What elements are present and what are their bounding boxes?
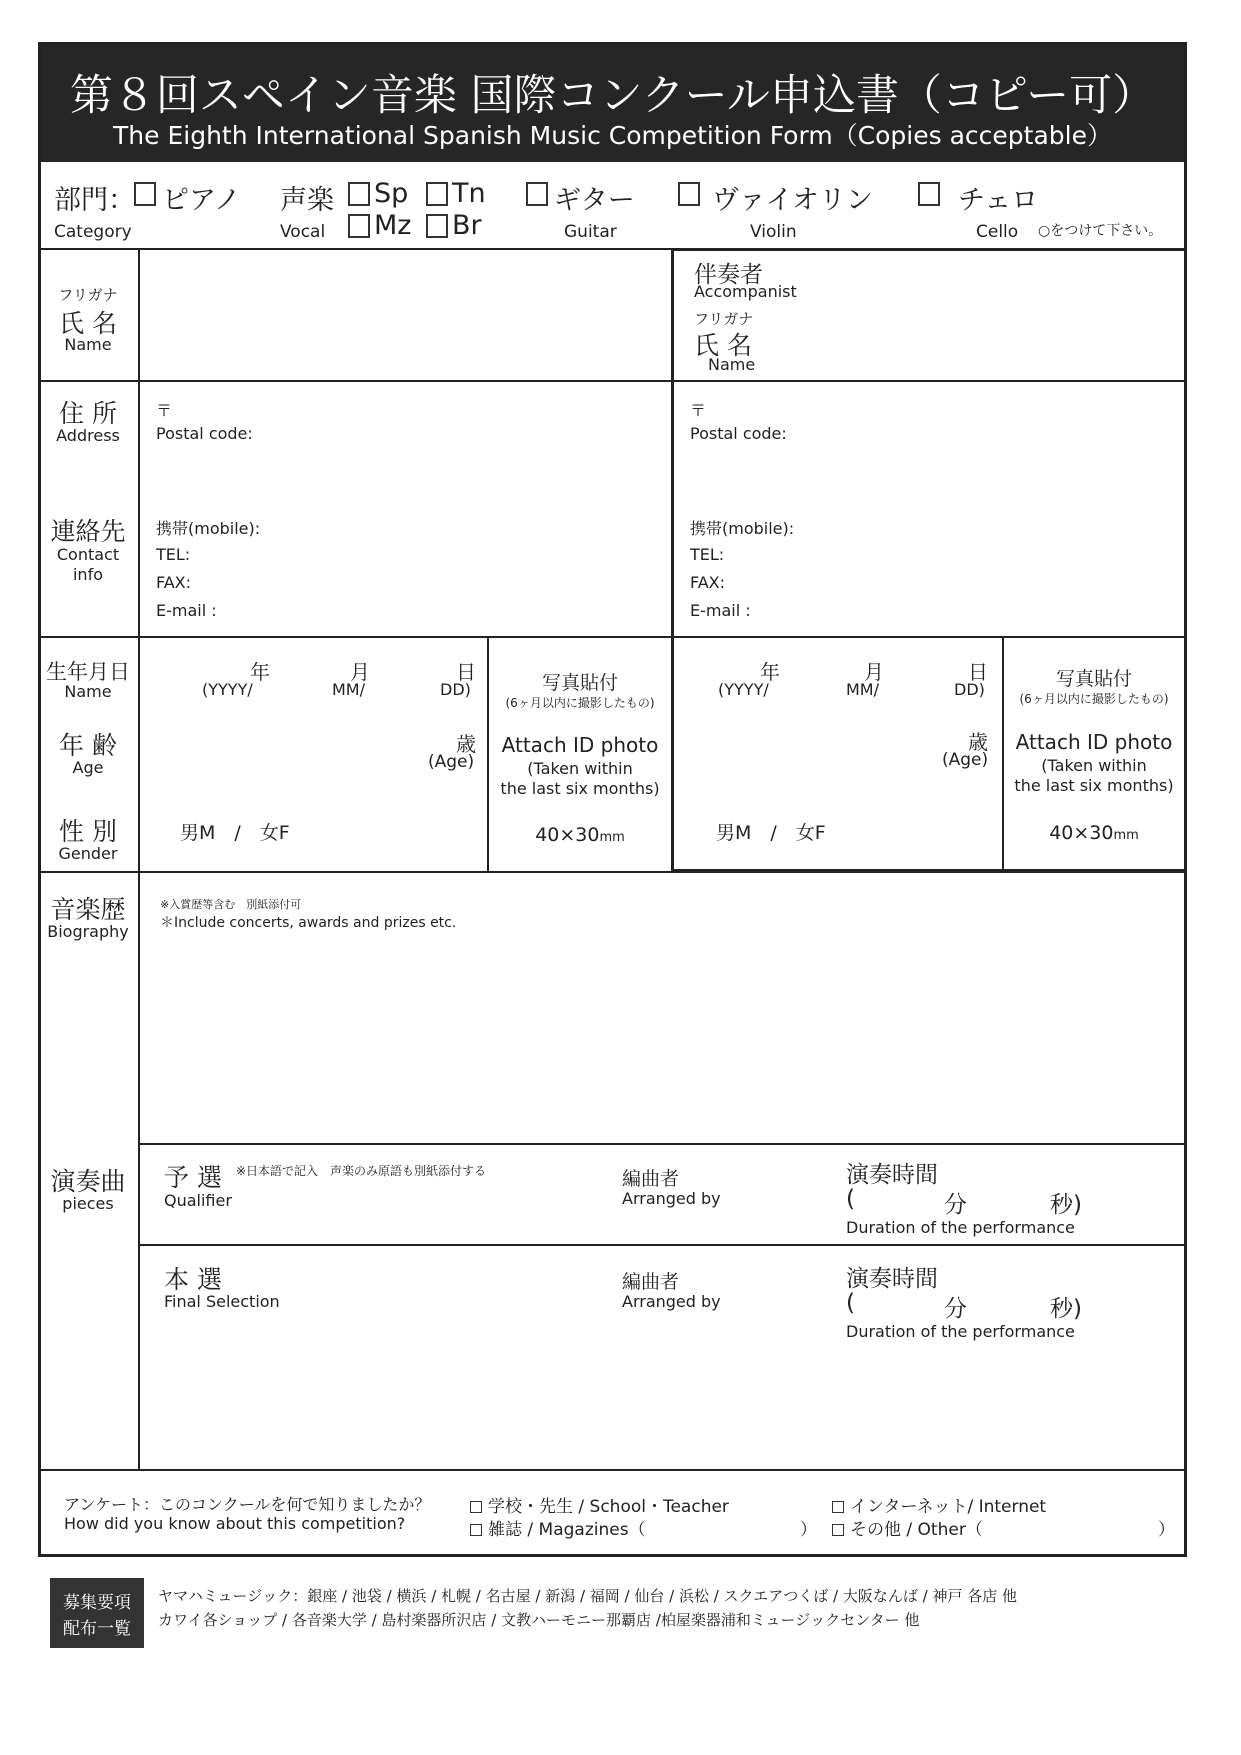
final-label-jp: 本 選 bbox=[164, 1265, 222, 1294]
other-checkbox[interactable] bbox=[832, 1524, 844, 1536]
mm-label[interactable]: MM/ bbox=[332, 680, 365, 699]
tel-label[interactable]: TEL: bbox=[156, 545, 191, 564]
photo-line3: the last six months) bbox=[500, 779, 660, 798]
postal-mark: 〒 bbox=[690, 401, 707, 420]
duration-label-jp: 演奏時間 bbox=[846, 1266, 938, 1292]
divider bbox=[138, 1143, 1187, 1145]
gender-options[interactable]: 男M / 女F bbox=[180, 822, 290, 844]
magazine-close-paren: ） bbox=[800, 1520, 817, 1540]
duration-label-en: Duration of the performance bbox=[846, 1218, 1075, 1237]
duration-minute[interactable]: 分 bbox=[944, 1296, 967, 1322]
age-unit-jp: 歳 bbox=[456, 732, 476, 756]
school-checkbox[interactable] bbox=[470, 1501, 482, 1513]
cello-label-en: Cello bbox=[976, 222, 1019, 242]
tn-label: Tn bbox=[452, 178, 486, 209]
category-note: ○をつけて下さい。 bbox=[1038, 223, 1163, 239]
arranger-label-jp: 編曲者 bbox=[622, 1168, 680, 1190]
distribution-badge bbox=[50, 1578, 144, 1648]
cello-checkbox[interactable] bbox=[918, 182, 940, 206]
mz-checkbox[interactable] bbox=[348, 214, 370, 238]
accompanist-name-jp: 氏 名 bbox=[694, 331, 752, 360]
guitar-checkbox[interactable] bbox=[526, 182, 548, 206]
guitar-label-en: Guitar bbox=[564, 222, 617, 242]
biography-label-jp: 音楽歴 bbox=[50, 895, 126, 924]
vocal-label-jp: 声楽 bbox=[280, 185, 334, 216]
magazine-checkbox[interactable] bbox=[470, 1524, 482, 1536]
fax-label[interactable]: FAX: bbox=[156, 573, 192, 592]
distribution-line2: カワイ各ショップ / 各音楽大学 / 島村楽器所沢店 / 文教ハーモニー那覇店 /柏屋楽器浦和ミュージックセンター 他 bbox=[158, 1611, 920, 1629]
violin-checkbox[interactable] bbox=[678, 182, 700, 206]
duration-label-jp: 演奏時間 bbox=[846, 1162, 938, 1188]
mobile-label[interactable]: 携帯(mobile): bbox=[690, 519, 795, 538]
divider bbox=[138, 1244, 1187, 1246]
arranger-label-jp: 編曲者 bbox=[622, 1271, 680, 1293]
duration-minute[interactable]: 分 bbox=[944, 1192, 967, 1218]
guitar-label-jp: ギター bbox=[554, 185, 635, 216]
age-label-jp: 年 齢 bbox=[59, 731, 117, 760]
accompanist-label-en: Accompanist bbox=[694, 282, 797, 301]
gender-label-en: Gender bbox=[58, 844, 118, 863]
yyyy-label[interactable]: (YYYY/ bbox=[202, 680, 253, 699]
distribution-line1: ヤマハミュージック：銀座 / 池袋 / 横浜 / 札幌 / 名古屋 / 新潟 / 福岡 / 仙台 / 浜松 / スクエアつくば / 大阪なんば / 神戸 各店 他 bbox=[158, 1587, 1017, 1605]
age-unit-en[interactable]: (Age) bbox=[942, 750, 989, 770]
br-label: Br bbox=[452, 210, 482, 241]
piano-label: ピアノ bbox=[162, 185, 241, 216]
final-label-en: Final Selection bbox=[164, 1292, 280, 1311]
survey-option-magazine[interactable]: 雑誌 / Magazines（ bbox=[470, 1515, 646, 1540]
photo-note: (6ヶ月以内に撮影したもの) bbox=[505, 696, 655, 710]
piano-checkbox[interactable] bbox=[134, 182, 156, 206]
photo-note: (6ヶ月以内に撮影したもの) bbox=[1019, 692, 1169, 706]
violin-label-jp: ヴァイオリン bbox=[712, 185, 873, 216]
yyyy-label[interactable]: (YYYY/ bbox=[718, 680, 769, 699]
survey-question-jp: アンケート：このコンクールを何で知りましたか？ bbox=[64, 1495, 431, 1514]
pieces-label-en: pieces bbox=[62, 1194, 114, 1213]
duration-open-paren: ( bbox=[846, 1186, 855, 1212]
duration-second[interactable]: 秒) bbox=[1050, 1296, 1082, 1322]
contact-label-jp: 連絡先 bbox=[50, 517, 126, 546]
divider bbox=[38, 1469, 1187, 1471]
category-label-en: Category bbox=[54, 222, 132, 242]
fax-label[interactable]: FAX: bbox=[690, 573, 726, 592]
address-label-jp: 住 所 bbox=[59, 399, 117, 428]
photo-line3: the last six months) bbox=[1014, 776, 1174, 795]
birth-label-en: Name bbox=[64, 682, 112, 701]
violin-label-en: Violin bbox=[750, 222, 797, 242]
duration-open-paren: ( bbox=[846, 1290, 855, 1316]
vocal-label-en: Vocal bbox=[280, 222, 326, 242]
arranger-label-en: Arranged by bbox=[622, 1189, 721, 1208]
pieces-label-jp: 演奏曲 bbox=[50, 1167, 126, 1196]
biography-field[interactable] bbox=[142, 936, 1182, 1138]
br-checkbox[interactable] bbox=[426, 214, 448, 238]
month-label: 月 bbox=[350, 660, 370, 684]
name-field[interactable] bbox=[142, 252, 668, 376]
postal-mark: 〒 bbox=[156, 401, 173, 420]
category-label-jp: 部門： bbox=[54, 185, 135, 216]
photo-label-jp: 写真貼付 bbox=[1055, 668, 1132, 690]
photo-label-en: Attach ID photo bbox=[501, 733, 659, 757]
title-en: The Eighth International Spanish Music Competition Form（Copies acceptable） bbox=[113, 121, 1112, 150]
postal-code-label[interactable]: Postal code: bbox=[156, 424, 253, 443]
birth-label-jp: 生年月日 bbox=[46, 660, 130, 684]
year-label: 年 bbox=[760, 660, 780, 684]
name-label-en: Name bbox=[64, 335, 112, 354]
email-label[interactable]: E-mail : bbox=[156, 601, 217, 620]
survey-option-internet[interactable]: インターネット/ Internet bbox=[832, 1492, 1046, 1517]
survey-question-en: How did you know about this competition? bbox=[64, 1514, 406, 1533]
biography-note-jp: ※入賞歴等含む 別紙添付可 bbox=[160, 898, 302, 911]
accompanist-label-jp: 伴奏者 bbox=[694, 262, 763, 288]
sp-checkbox[interactable] bbox=[348, 182, 370, 206]
tn-checkbox[interactable] bbox=[426, 182, 448, 206]
tel-label[interactable]: TEL: bbox=[690, 545, 725, 564]
accompanist-furigana: フリガナ bbox=[694, 310, 754, 328]
cello-label-jp: チェロ bbox=[958, 185, 1039, 216]
name-furigana: フリガナ bbox=[58, 286, 118, 304]
photo-size: 40×30mm bbox=[535, 824, 625, 846]
accompanist-name-en: Name bbox=[708, 355, 756, 374]
qualifier-note: ※日本語で記入 声楽のみ原語も別紙添付する bbox=[236, 1164, 487, 1178]
dd-label[interactable]: DD) bbox=[954, 680, 985, 699]
badge-line2: 配布一覧 bbox=[63, 1619, 131, 1639]
gender-options[interactable]: 男M / 女F bbox=[716, 822, 826, 844]
duration-label-en: Duration of the performance bbox=[846, 1322, 1075, 1341]
biography-note-en: ＊Include concerts, awards and prizes etc. bbox=[160, 915, 457, 931]
dd-label[interactable]: DD) bbox=[440, 680, 471, 699]
mobile-label[interactable]: 携帯(mobile): bbox=[156, 519, 261, 538]
survey-option-school[interactable]: 学校・先生 / School・Teacher bbox=[470, 1492, 729, 1517]
year-label: 年 bbox=[250, 660, 270, 684]
photo-line2: (Taken within bbox=[527, 759, 633, 778]
photo-label-en: Attach ID photo bbox=[1015, 730, 1173, 754]
qualifier-label-jp: 予 選 bbox=[164, 1163, 222, 1192]
divider bbox=[138, 248, 140, 1469]
photo-line2: (Taken within bbox=[1041, 756, 1147, 775]
photo-label-jp: 写真貼付 bbox=[541, 672, 618, 694]
qualifier-label-en: Qualifier bbox=[164, 1191, 232, 1210]
title-jp: 第８回スペイン音楽 国際コンクール申込書（コピー可） bbox=[69, 71, 1156, 121]
age-label-en: Age bbox=[72, 758, 104, 777]
contact-label-en-2: info bbox=[72, 565, 103, 584]
age-unit-jp: 歳 bbox=[968, 730, 988, 754]
photo-size: 40×30mm bbox=[1049, 822, 1139, 844]
accompanist-name-field[interactable] bbox=[820, 256, 1180, 374]
biography-label-en: Biography bbox=[47, 922, 129, 941]
contact-label-en-1: Contact bbox=[56, 545, 120, 564]
age-unit-en[interactable]: (Age) bbox=[428, 752, 475, 772]
name-label-jp: 氏 名 bbox=[59, 309, 117, 338]
postal-code-label[interactable]: Postal code: bbox=[690, 424, 787, 443]
day-label: 日 bbox=[456, 660, 476, 684]
month-label: 月 bbox=[864, 660, 884, 684]
mz-label: Mz bbox=[374, 210, 412, 241]
gender-label-jp: 性 別 bbox=[59, 817, 117, 846]
arranger-label-en: Arranged by bbox=[622, 1292, 721, 1311]
internet-checkbox[interactable] bbox=[832, 1501, 844, 1513]
other-close-paren: ） bbox=[1158, 1520, 1175, 1540]
address-label-en: Address bbox=[56, 426, 120, 445]
duration-second[interactable]: 秒) bbox=[1050, 1192, 1082, 1218]
badge-line1: 募集要項 bbox=[63, 1593, 131, 1613]
survey-option-other[interactable]: その他 / Other（ bbox=[832, 1515, 983, 1540]
mm-label[interactable]: MM/ bbox=[846, 680, 879, 699]
email-label[interactable]: E-mail : bbox=[690, 601, 751, 620]
sp-label: Sp bbox=[374, 178, 409, 209]
day-label: 日 bbox=[968, 660, 988, 684]
